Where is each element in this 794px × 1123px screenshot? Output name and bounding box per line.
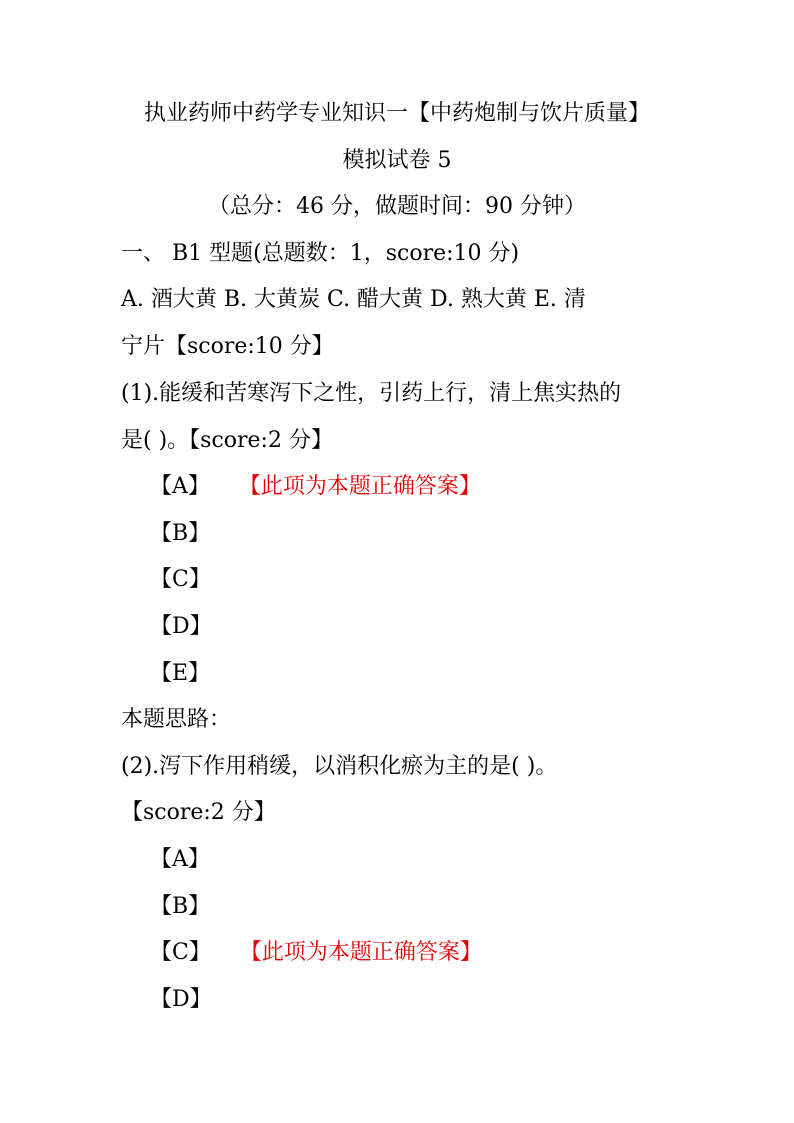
question-2-option-a: 【A】 [150, 847, 210, 872]
choice-list-line-1: A. 酒大黄 B. 大黄炭 C. 醋大黄 D. 熟大黄 E. 清 [121, 287, 586, 312]
question-1-text-line-1: (1).能缓和苦寒泻下之性，引药上行，清上焦实热的 [121, 381, 622, 406]
document-subtitle: 模拟试卷 5 [342, 148, 452, 173]
question-1-option-c: 【C】 [150, 567, 211, 592]
question-1-option-b: 【B】 [150, 521, 211, 546]
document-title: 执业药师中药学专业知识一【中药炮制与饮片质量】 [143, 101, 650, 126]
exam-summary: （总分：46 分，做题时间：90 分钟） [208, 194, 586, 219]
question-2-text-line-2: 【score:2 分】 [121, 800, 276, 825]
question-1-text-line-2: 是( )。【score:2 分】 [121, 428, 333, 453]
question-2-text-line-1: (2).泻下作用稍缓，以消积化瘀为主的是( )。 [121, 754, 558, 779]
question-2-option-d: 【D】 [150, 987, 212, 1012]
choice-list-line-2: 宁片【score:10 分】 [121, 334, 334, 359]
question-1-option-a [150, 472, 481, 502]
question-1-option-e: 【E】 [150, 661, 211, 686]
question-2-option-c [150, 938, 482, 968]
option-label: 【A】 [150, 474, 210, 499]
question-2-option-b: 【B】 [150, 894, 211, 919]
section-heading: 一、 B1 型题(总题数：1，score:10 分) [121, 241, 520, 266]
question-1-analysis-label: 本题思路： [121, 707, 232, 732]
correct-answer-marker: 【此项为本题正确答案】 [250, 940, 482, 965]
question-1-option-d: 【D】 [150, 614, 212, 639]
option-label: 【C】 [150, 940, 211, 965]
correct-answer-marker: 【此项为本题正确答案】 [249, 474, 481, 499]
